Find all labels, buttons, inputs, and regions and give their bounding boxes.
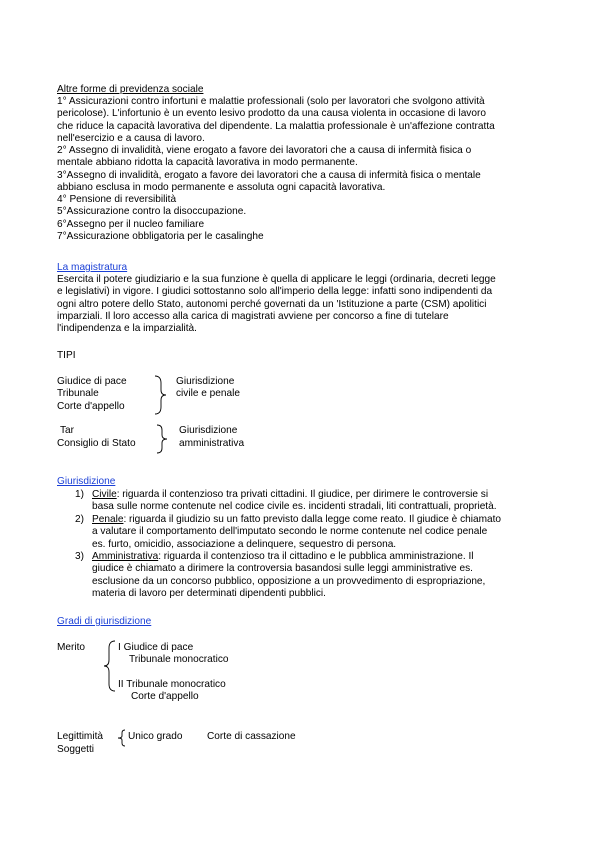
list-number: 2) xyxy=(75,514,84,525)
magistratura-line: ogni altro potere dello Stato, autonomi perché governati da un 'Istituzione a parte (CSM) apolitici xyxy=(57,298,487,310)
tipi-giurisdizione-1: Giurisdizione xyxy=(176,376,235,387)
magistratura-line: l'indipendenza e la imparzialità. xyxy=(57,323,197,334)
previdenza-line: che riduce la capacità lavorativa del dipendente. La malattia professionale è un'affezione contratta xyxy=(57,120,495,132)
previdenza-line: 5°Assicurazione contro la disoccupazione. xyxy=(57,206,247,218)
merito-giudice-di-pace: I Giudice di pace xyxy=(118,642,194,653)
previdenza-line: 3°Assegno di invalidità, erogato a favore dei lavoratori che a causa di infermità fisica o mentale xyxy=(57,169,481,181)
list-item xyxy=(92,514,501,526)
tipi-item-consiglio-di-stato: Consiglio di Stato xyxy=(57,438,136,449)
previdenza-line: 1° Assicurazioni contro infortuni e malattie professionali (solo per lavoratori che svolgono attività xyxy=(57,96,485,107)
previdenza-line: pericolose). L'infortunio è un evento lesivo prodotto da una causa violenta in occasione di lavoro xyxy=(57,108,486,120)
link-giurisdizione[interactable]: Giurisdizione xyxy=(57,476,116,487)
previdenza-line: nell'esercizio e a causa di lavoro. xyxy=(57,132,205,144)
previdenza-line: 2° Assegno di invalidità, viene erogato a favore dei lavoratori che a causa di infermità fisica o xyxy=(57,145,472,156)
previdenza-line: 7°Assicurazione obbligatoria per le casalinghe xyxy=(57,230,264,242)
merito-tribunale-monocratico-2: II Tribunale monocratico xyxy=(118,679,226,690)
list-item-line: materia di lavoro per determinati dipendenti pubblici. xyxy=(92,587,326,599)
list-item-text: : riguarda il giudizio su un fatto previsto dalla legge come reato. Il giudice è chiamato xyxy=(123,514,502,525)
list-number: 1) xyxy=(75,489,84,500)
tipi-civile-penale: civile e penale xyxy=(176,388,240,399)
list-item-term: Penale xyxy=(92,514,124,525)
list-item-line: esclusione da un concorso pubblico, opposizione a un provvedimento di espropriazione, xyxy=(92,575,486,587)
corte-di-cassazione: Corte di cassazione xyxy=(207,731,296,742)
link-gradi-giurisdizione[interactable]: Gradi di giurisdizione xyxy=(57,616,152,627)
tipi-item-corte-appello: Corte d'appello xyxy=(57,401,125,412)
list-item-text: : riguarda il contenzioso tra privati cittadini. Il giudice, per dirimere le controversie si xyxy=(116,489,489,500)
right-brace-icon xyxy=(155,424,169,454)
legittimita-label: Legittimità xyxy=(57,731,104,742)
right-brace-icon xyxy=(153,375,167,415)
merito-label: Merito xyxy=(57,642,86,653)
merito-corte-appello: Corte d'appello xyxy=(131,691,199,702)
left-brace-icon xyxy=(117,729,127,747)
previdenza-line: 4° Pensione di reversibilità xyxy=(57,194,177,205)
soggetti-label: Soggetti xyxy=(57,744,95,755)
section-heading-previdenza: Altre forme di previdenza sociale xyxy=(57,84,204,95)
previdenza-line: 6°Assegno per il nucleo familiare xyxy=(57,218,205,230)
tipi-giurisdizione-2: Giurisdizione xyxy=(179,425,238,436)
list-number: 3) xyxy=(75,551,84,562)
magistratura-line: e legislativi) in vigore. I giudici sottostanno solo all'imperio della legge: infatti sono indipendenti da xyxy=(57,286,493,298)
tipi-item-tribunale: Tribunale xyxy=(57,388,99,399)
list-item-term: Civile xyxy=(92,489,117,500)
list-item xyxy=(92,489,488,501)
list-item-line: a valutare il comportamento dell'imputato secondo le norme contenute nel codice penale xyxy=(92,526,488,538)
list-item-line: giudice è chiamato a dirimere la controversia basandosi sulle leggi amministrative es. xyxy=(92,563,473,575)
previdenza-line: abbiano esclusa in modo permanente e assoluta ogni capacità lavorativa. xyxy=(57,181,386,193)
previdenza-line: mentale abbiano ridotta la capacità lavorativa in modo permanente. xyxy=(57,157,358,169)
list-item xyxy=(92,551,474,563)
tipi-item-tar: Tar xyxy=(60,425,75,436)
merito-tribunale-monocratico-1: Tribunale monocratico xyxy=(129,654,229,665)
link-magistratura[interactable]: La magistratura xyxy=(57,262,128,273)
magistratura-line: Esercita il potere giudiziario e la sua funzione è quella di applicare le leggi (ordinaria, decreti legge xyxy=(57,274,496,285)
tipi-item-giudice-di-pace: Giudice di pace xyxy=(57,376,127,387)
list-item-line: es. furto, omicidio, associazione a delinquere, sequestro di persona. xyxy=(92,538,397,550)
unico-grado: Unico grado xyxy=(128,731,183,742)
left-brace-icon xyxy=(103,640,117,692)
tipi-label: TIPI xyxy=(57,350,76,361)
list-item-line: basa sulle norme contenute nel codice civile es. incidenti stradali, liti contrattuali, proprietà. xyxy=(92,501,497,513)
tipi-amministrativa: amministrativa xyxy=(179,438,245,449)
list-item-term: Amministrativa xyxy=(92,551,159,562)
list-item-text: : riguarda il contenzioso tra il cittadino e le pubblica amministrazione. Il xyxy=(158,551,474,562)
magistratura-line: imparziali. Il loro accesso alla carica di magistrati avviene per concorso a fine di tutelare xyxy=(57,310,449,322)
